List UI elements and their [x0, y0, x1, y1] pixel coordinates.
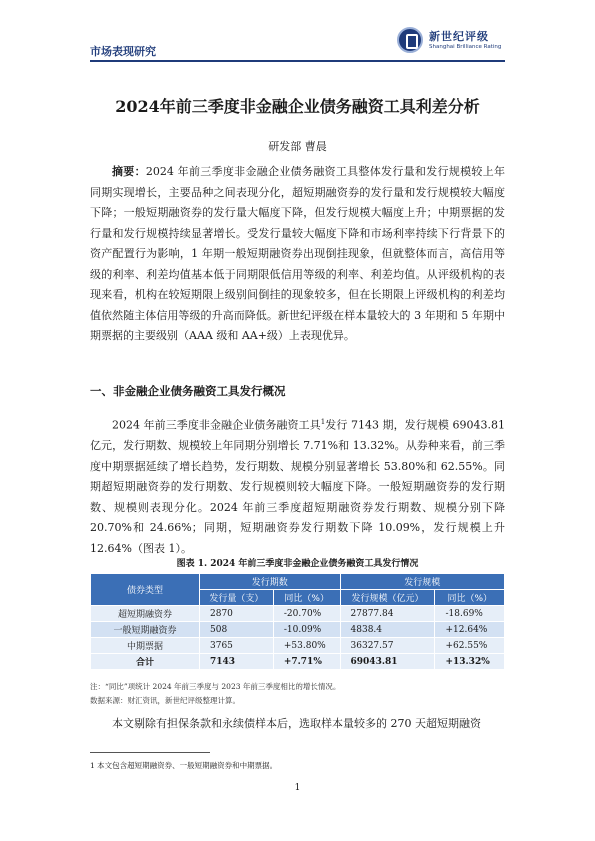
logo-emblem-icon: [397, 27, 423, 53]
section-heading: 一、非金融企业债务融资工具发行概况: [90, 384, 286, 398]
footnote-ref[interactable]: 1: [320, 418, 326, 426]
logo-en-text: Shanghai Brilliance Rating: [429, 44, 502, 50]
logo-cn-text: 新世纪评级: [429, 30, 489, 43]
row-count-yoy: +7.71%: [273, 654, 340, 670]
row-scale: 27877.84: [340, 606, 435, 622]
section-paragraph: [90, 412, 505, 559]
row-type: 中期票据: [91, 638, 200, 654]
page-number: 1: [294, 783, 301, 793]
row-type: 合计: [91, 654, 200, 670]
closing-paragraph: 本文剔除有担保条款和永续债样本后，选取样本量较多的 270 天超短期融资: [112, 717, 481, 730]
abstract-text: 2024 年前三季度非金融企业债务融资工具整体发行量和发行规模较上年同期实现增长，主要品种之间表现分化，超短期融资券的发行量和发行规模较大幅度下降；一般短期融资券的发行量大幅度下降，但发行规模大幅度上升；中期票据的发行量和发行规模持续显著增长。受发行量较大幅度下降和市场利率持续下行背景下的资产配置行为影响，1 年期一般短期融资券出现倒挂现象，但就整体而言，高信用等级的利率、利差均值基本低于同期限低信用等级的利率、利差均值。从评级机构的表现来看，机构在较短期限上级别间倒挂的现象较多，但在长期限上评级机构的利差均值依然随主体信用等级的升高而降低。新世纪评级在样本量较大的 3 年期和 5 年期中期票据的主要级别（AAA 级和 AA+级）上表现优异。: [90, 165, 505, 342]
table-row: [91, 622, 505, 638]
document-title: 2024年前三季度非金融企业债务融资工具利差分析: [115, 97, 480, 116]
row-scale-yoy: -18.69%: [435, 606, 505, 622]
row-count-yoy: +53.80%: [273, 638, 340, 654]
row-count: 3765: [200, 638, 274, 654]
col-type-header: 债券类型: [91, 574, 200, 606]
row-scale-yoy: +13.32%: [435, 654, 505, 670]
issuance-table: [90, 573, 505, 670]
group-scale-header: 发行规模: [340, 574, 504, 590]
author: 研发部 曹晨: [268, 140, 327, 153]
row-scale-yoy: +12.64%: [435, 622, 505, 638]
table-row: [91, 606, 505, 622]
row-scale-yoy: +62.55%: [435, 638, 505, 654]
row-type: 一般短期融资券: [91, 622, 200, 638]
header-section-label: 市场表现研究: [90, 45, 156, 58]
row-count: 2870: [200, 606, 274, 622]
row-scale: 36327.57: [340, 638, 435, 654]
table-row: [91, 638, 505, 654]
row-count-yoy: -20.70%: [273, 606, 340, 622]
table-total-row: [91, 654, 505, 670]
table-source: 数据来源：财汇资讯，新世纪评级整理计算。: [90, 696, 240, 705]
group-count-header: 发行期数: [200, 574, 341, 590]
para-text-b: 发行 7143 期，发行规模 69043.81 亿元，发行期数、规模较上年同期分别增长 7.71%和 13.32%。从券种来看，前三季度中期票据延续了增长趋势，发行期数、规模分别显著增长 53.80%和 62.55%。同期超短期融资券的发行期数、发行规模则较大幅度下降。一般短期融资券的发行期数、规模则表现分化。2024 年前三季度超短期融资券发行期数、规模分别下降 20.70%和 24.66%；同期，短期融资券发行期数下降 10.09%，发行规模上升 12.64%（图表 1）。: [90, 418, 505, 555]
brand-logo: [397, 27, 507, 59]
table-caption: 图表 1. 2024 年前三季度非金融企业债务融资工具发行情况: [176, 559, 419, 569]
footnote-rule: [90, 752, 210, 753]
row-scale: 69043.81: [340, 654, 435, 670]
header-rule: [90, 60, 505, 62]
row-count: 508: [200, 622, 274, 638]
row-type: 超短期融资券: [91, 606, 200, 622]
row-count-yoy: -10.09%: [273, 622, 340, 638]
row-scale: 4838.4: [340, 622, 435, 638]
sub-count-header: 发行量（支）: [200, 590, 274, 606]
sub-count-yoy-header: 同比（%）: [273, 590, 340, 606]
abstract: [90, 162, 505, 347]
abstract-label: 摘要：: [112, 165, 146, 178]
sub-scale-header: 发行规模（亿元）: [340, 590, 435, 606]
footnote: 1 本文包含超短期融资券、一般短期融资券和中期票据。: [90, 761, 278, 770]
table-note: 注：“同比”项统计 2024 年前三季度与 2023 年前三季度相比的增长情况。: [90, 682, 341, 691]
row-count: 7143: [200, 654, 274, 670]
para-text-a: 2024 年前三季度非金融企业债务融资工具: [112, 418, 321, 432]
sub-scale-yoy-header: 同比（%）: [435, 590, 505, 606]
